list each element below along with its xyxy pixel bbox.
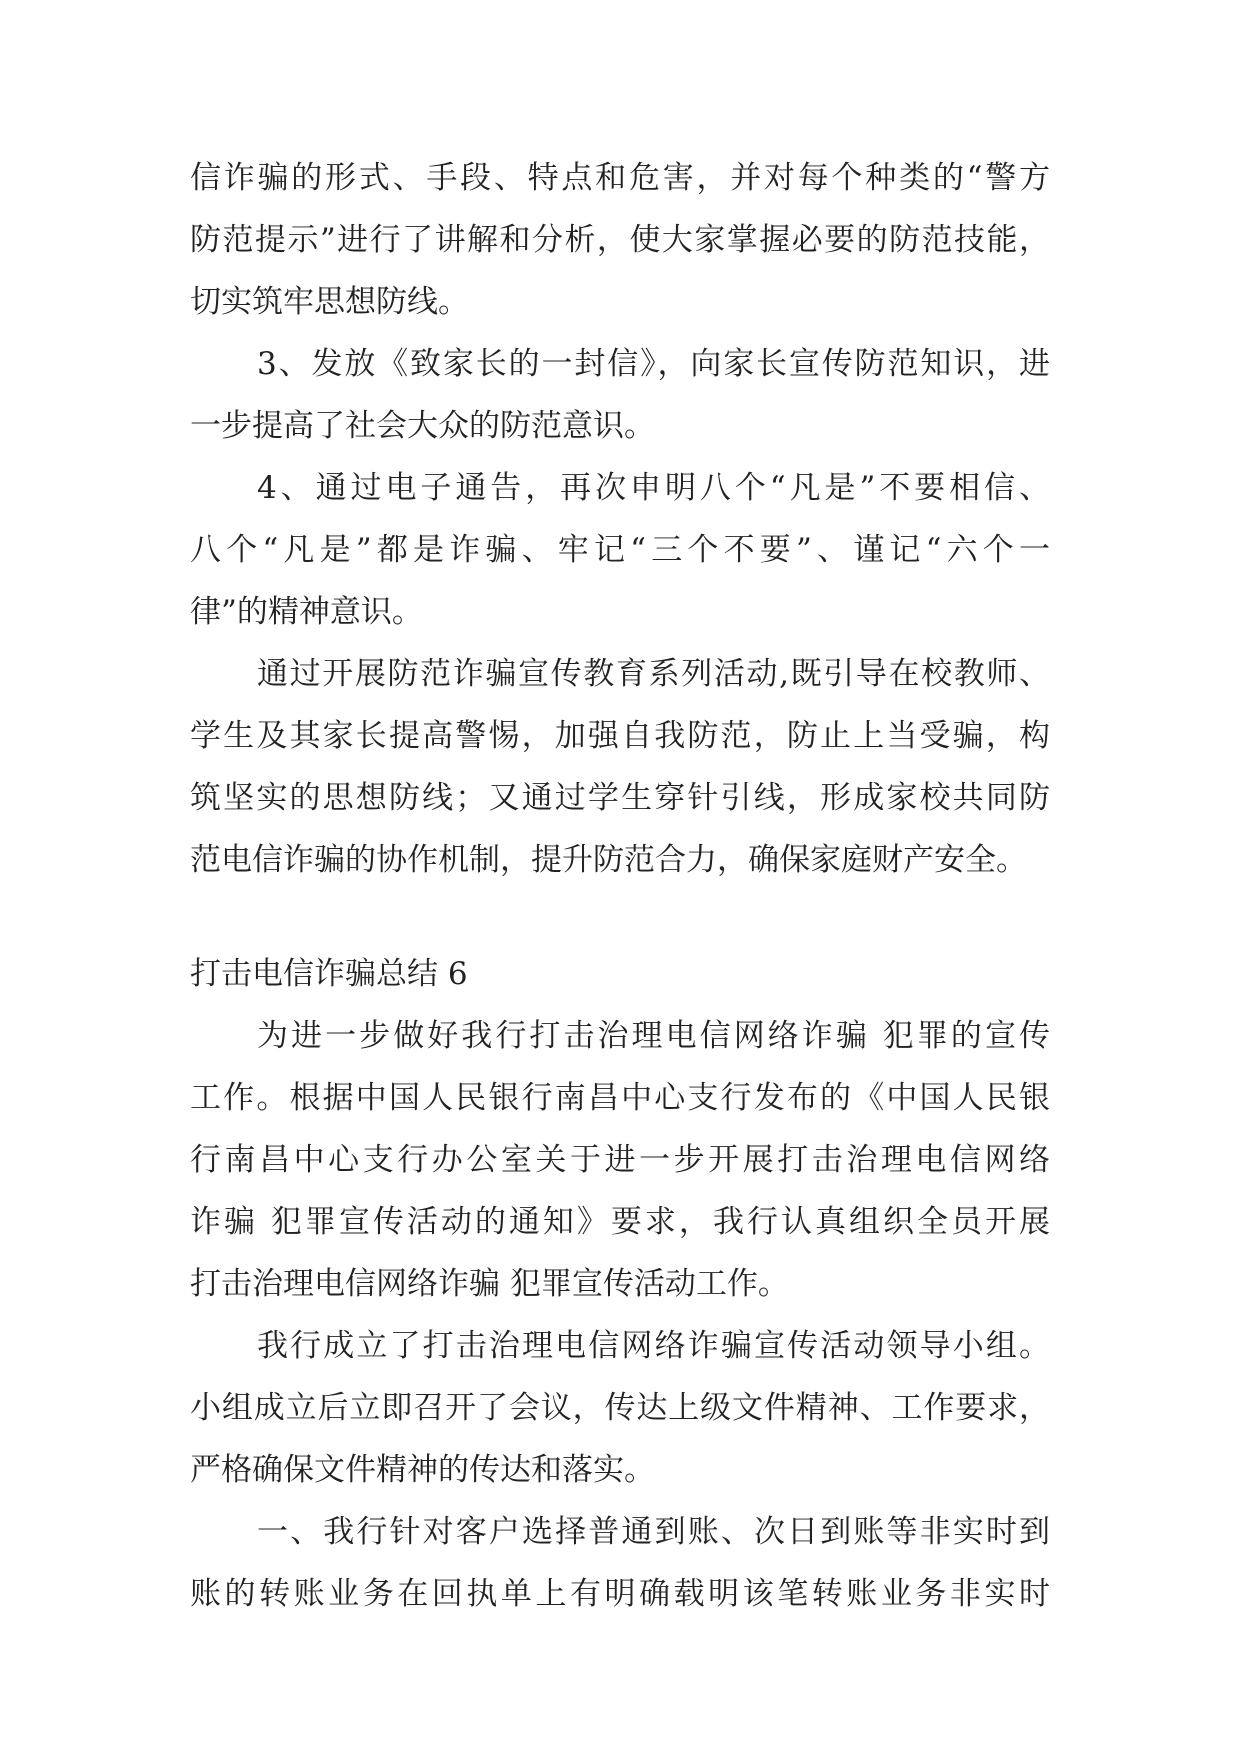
paragraph-4-line-4: 范电信诈骗的协作机制，提升防范合力，确保家庭财产安全。 — [190, 842, 1027, 878]
paragraph-5-line-2: 工作。根据中国人民银行南昌中心支行发布的《中国人民银 — [190, 1080, 1050, 1116]
paragraph-3-line-2: 八个“凡是”都是诈骗、牢记“三个不要”、谨记“六个一 — [190, 532, 1050, 568]
paragraph-2-line-2: 一步提高了社会大众的防范意识。 — [190, 408, 655, 444]
paragraph-7-line-1: 一、我行针对客户选择普通到账、次日到账等非实时到 — [257, 1514, 1050, 1550]
paragraph-3-line-3: 律”的精神意识。 — [190, 594, 423, 630]
paragraph-2-line-1: 3、发放《致家长的一封信》，向家长宣传防范知识，进 — [257, 346, 1050, 382]
paragraph-6-line-3: 严格确保文件精神的传达和落实。 — [190, 1452, 655, 1488]
paragraph-5-line-1: 为进一步做好我行打击治理电信网络诈骗 犯罪的宣传 — [257, 1018, 1050, 1054]
paragraph-5-line-4: 诈骗 犯罪宣传活动的通知》要求，我行认真组织全员开展 — [190, 1204, 1050, 1240]
paragraph-7-line-2: 账的转账业务在回执单上有明确载明该笔转账业务非实时 — [190, 1576, 1050, 1612]
paragraph-5-line-5: 打击治理电信网络诈骗 犯罪宣传活动工作。 — [190, 1266, 789, 1302]
paragraph-4-line-1: 通过开展防范诈骗宣传教育系列活动,既引导在校教师、 — [257, 656, 1050, 692]
paragraph-1-line-2: 防范提示”进行了讲解和分析，使大家掌握必要的防范技能， — [190, 222, 1050, 258]
paragraph-4-line-2: 学生及其家长提高警惕，加强自我防范，防止上当受骗，构 — [190, 718, 1050, 754]
paragraph-5-line-3: 行南昌中心支行办公室关于进一步开展打击治理电信网络 — [190, 1142, 1050, 1178]
paragraph-3-line-1: 4、通过电子通告，再次申明八个“凡是”不要相信、 — [257, 470, 1050, 506]
paragraph-1-line-3: 切实筑牢思想防线。 — [190, 284, 469, 320]
section-heading: 打击电信诈骗总结 6 — [190, 956, 468, 992]
paragraph-6-line-1: 我行成立了打击治理电信网络诈骗宣传活动领导小组。 — [257, 1328, 1050, 1364]
paragraph-4-line-3: 筑坚实的思想防线；又通过学生穿针引线，形成家校共同防 — [190, 780, 1050, 816]
paragraph-6-line-2: 小组成立后立即召开了会议，传达上级文件精神、工作要求， — [190, 1390, 1050, 1426]
paragraph-1-line-1: 信诈骗的形式、手段、特点和危害，并对每个种类的“警方 — [190, 160, 1050, 196]
